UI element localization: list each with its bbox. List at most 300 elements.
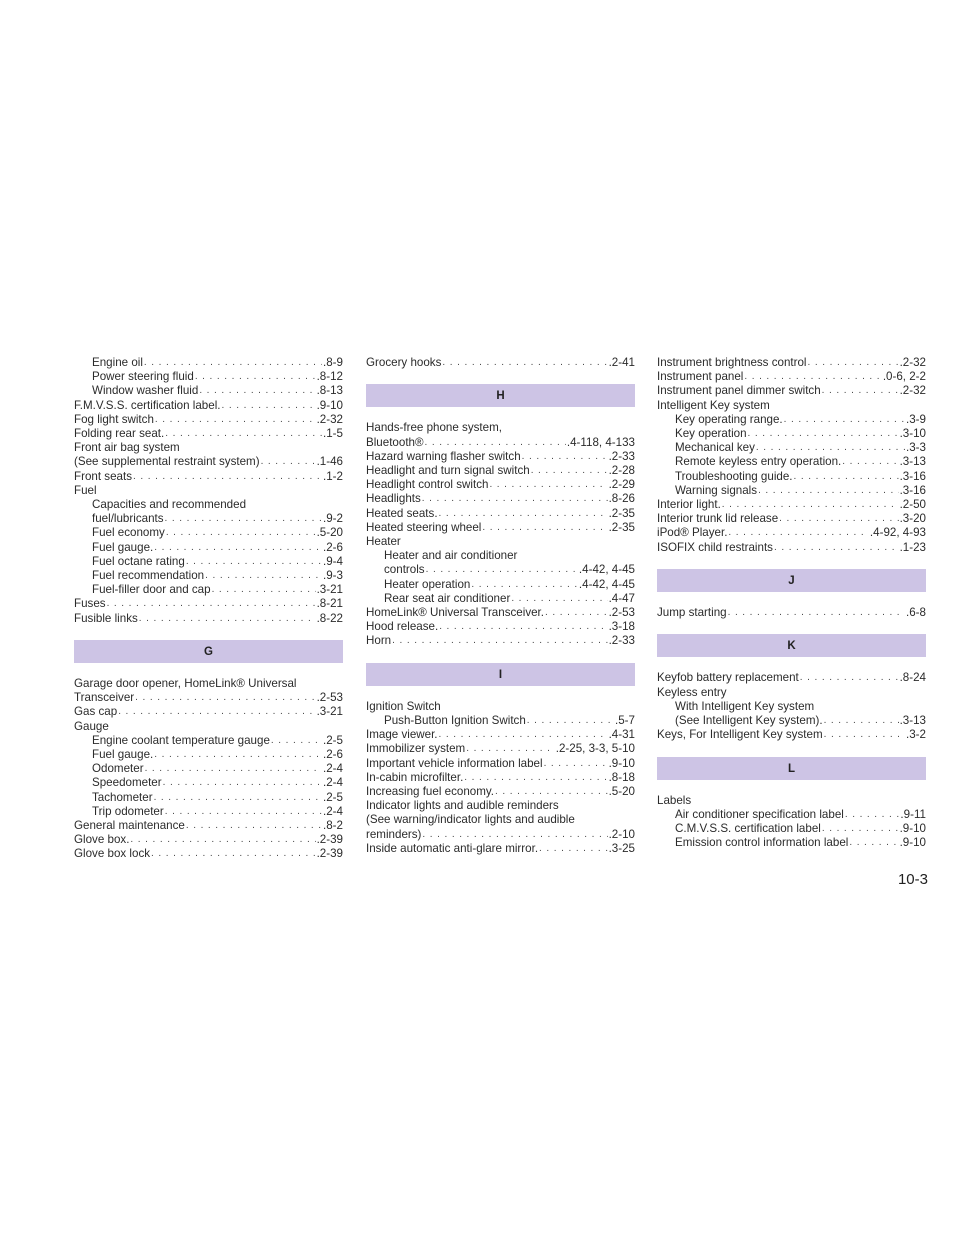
page-reference: .2-6 — [323, 748, 343, 762]
dot-leader — [271, 734, 322, 748]
page-reference: .8-21 — [316, 597, 343, 611]
page-reference: .9-10 — [899, 836, 926, 850]
page-reference: .2-41 — [608, 356, 635, 369]
page-reference: .8-24 — [899, 671, 926, 685]
page-reference: .2-10 — [608, 827, 635, 841]
index-subentry — [74, 541, 343, 555]
index-entry — [74, 833, 343, 847]
dot-leader — [845, 808, 900, 822]
dot-leader — [539, 842, 608, 856]
entry-term: Heated seats. — [366, 506, 438, 520]
index-subentry — [74, 384, 343, 398]
entry-term: Mechanical key — [675, 441, 755, 455]
dot-leader — [495, 785, 608, 799]
index-heading: Heater — [366, 535, 401, 549]
index-subentry — [657, 413, 926, 427]
index-subentry — [657, 441, 926, 455]
index-entry — [366, 450, 635, 464]
index-entry — [74, 597, 343, 611]
entry-term: Interior trunk lid release — [657, 512, 779, 526]
page-reference: .1-2 — [323, 469, 343, 483]
page-reference: .2-5 — [323, 790, 343, 804]
index-entry — [657, 512, 926, 526]
page-reference: .9-2 — [323, 512, 343, 526]
index-subentry — [657, 427, 926, 441]
entry-term: Bluetooth® — [366, 435, 424, 449]
entry-term: controls — [384, 563, 425, 577]
entry-term: Heated steering wheel — [366, 520, 482, 534]
index-subentry — [74, 776, 343, 790]
index-heading: Garage door opener, HomeLink® Universal — [74, 677, 297, 691]
entry-term: Fuel gauge. — [92, 748, 154, 762]
page-reference: .9-10 — [608, 756, 635, 770]
index-heading: Labels — [657, 793, 692, 807]
dot-leader — [545, 606, 608, 620]
page-reference: .8-22 — [316, 611, 343, 625]
dot-leader — [824, 728, 905, 742]
page-reference: .8-26 — [608, 492, 635, 506]
index-entry — [366, 634, 635, 648]
page-reference: .2-39 — [316, 833, 343, 847]
index-subentry — [74, 762, 343, 776]
entry-term: Interior light. — [657, 498, 721, 512]
dot-leader — [154, 791, 322, 805]
index-entry — [74, 455, 343, 469]
entry-term: Grocery hooks — [366, 356, 442, 369]
entry-term: Fuel octane rating — [92, 554, 185, 568]
entry-term: In-cabin microfilter. — [366, 770, 464, 784]
entry-term: Odometer — [92, 762, 144, 776]
index-subheading: Heater and air conditioner — [384, 549, 518, 563]
entry-term: Fuses — [74, 597, 106, 611]
index-subentry — [74, 805, 343, 819]
page-reference: .5-20 — [608, 785, 635, 799]
page-reference: .3-20 — [899, 512, 926, 526]
entry-term: Engine oil — [92, 356, 143, 369]
index-subentry — [657, 836, 926, 850]
dot-leader — [808, 356, 899, 370]
dot-leader — [531, 464, 608, 478]
index-subentry — [366, 714, 635, 728]
entry-term: Push-Button Ignition Switch — [384, 714, 526, 728]
entry-term: ISOFIX child restraints — [657, 540, 773, 554]
index-entry — [366, 771, 635, 785]
dot-leader — [165, 805, 322, 819]
entry-term: Fog light switch — [74, 412, 154, 426]
entry-term: Folding rear seat. — [74, 427, 165, 441]
page-reference: .2-39 — [316, 847, 343, 861]
dot-leader — [794, 470, 899, 484]
dot-leader — [466, 742, 555, 756]
dot-leader — [155, 413, 316, 427]
index-entry — [657, 541, 926, 555]
page-reference: .2-32 — [899, 384, 926, 398]
dot-leader — [130, 833, 315, 847]
index-entry — [657, 671, 926, 685]
entry-term: Jump starting — [657, 606, 727, 620]
entry-term: (See Intelligent Key system). — [675, 714, 823, 728]
index-subheading: Capacities and recommended — [92, 498, 247, 512]
index-entry — [366, 464, 635, 478]
page-reference: .2-35 — [608, 520, 635, 534]
entry-term: Key operating range. — [675, 412, 783, 426]
dot-leader — [261, 455, 316, 469]
page-reference: .2-53 — [608, 606, 635, 620]
index-heading: Indicator lights and audible reminders — [366, 799, 559, 813]
section-gap — [366, 370, 635, 384]
dot-leader — [139, 612, 316, 626]
entry-term: Troubleshooting guide. — [675, 469, 793, 483]
entry-term: Important vehicle information label — [366, 756, 543, 770]
entry-term: Transceiver — [74, 691, 135, 705]
index-heading: Keyless entry — [657, 685, 727, 699]
dot-leader — [824, 714, 899, 728]
entry-term: Fuel economy — [92, 526, 165, 540]
dot-leader — [426, 563, 578, 577]
index-subentry — [74, 569, 343, 583]
page-reference: .1-5 — [323, 427, 343, 441]
dot-leader — [144, 356, 322, 370]
index-entry — [366, 620, 635, 634]
dot-leader — [439, 507, 608, 521]
index-subentry — [657, 455, 926, 469]
index-entry — [366, 785, 635, 799]
dot-leader — [212, 583, 316, 597]
index-heading: (See warning/indicator lights and audible — [366, 813, 575, 827]
entry-term: Engine coolant temperature gauge — [92, 733, 270, 747]
page-reference: .9-11 — [900, 807, 926, 821]
entry-term: Increasing fuel economy. — [366, 785, 495, 799]
section-header-i: I — [366, 663, 635, 686]
index-entry — [366, 521, 635, 535]
dot-leader — [199, 384, 315, 398]
page-reference: .9-10 — [316, 398, 343, 412]
page-reference: .2-4 — [323, 762, 343, 776]
entry-term: Image viewer. — [366, 728, 438, 742]
dot-leader — [849, 836, 898, 850]
index-entry — [366, 757, 635, 771]
section-header-j: J — [657, 569, 926, 592]
index-entry — [74, 705, 343, 719]
dot-leader — [422, 828, 607, 842]
page-reference: .8-9 — [323, 356, 343, 369]
dot-leader — [166, 526, 316, 540]
entry-term: reminders) — [366, 827, 422, 841]
entry-term: Window washer fluid — [92, 384, 199, 398]
dot-leader — [744, 370, 881, 384]
page-reference: .2-28 — [608, 464, 635, 477]
page-reference: .2-4 — [323, 776, 343, 790]
dot-leader — [527, 714, 614, 728]
page-reference: .1-23 — [899, 540, 926, 554]
entry-term: Gas cap — [74, 705, 118, 719]
dot-leader — [118, 705, 315, 719]
page-reference: .2-32 — [316, 412, 343, 426]
dot-leader — [748, 427, 899, 441]
index-subentry — [657, 714, 926, 728]
page-reference: .8-12 — [316, 370, 343, 384]
page-reference: .4-31 — [608, 728, 635, 742]
dot-leader — [722, 498, 899, 512]
dot-leader — [784, 413, 905, 427]
entry-term: (See supplemental restraint system) — [74, 455, 260, 469]
dot-leader — [439, 620, 607, 634]
index-entry — [657, 370, 926, 384]
page-reference: .2-33 — [608, 634, 635, 648]
section-gap — [657, 742, 926, 756]
entry-term: Fuel-filler door and cap — [92, 583, 211, 597]
entry-term: Headlight and turn signal switch — [366, 464, 530, 477]
index-subentry — [657, 822, 926, 836]
page-reference: .2-29 — [608, 478, 635, 492]
index-subentry — [366, 563, 635, 577]
section-header-h: H — [366, 384, 635, 407]
page-reference: .3-18 — [608, 620, 635, 634]
entry-term: Instrument brightness control — [657, 356, 807, 369]
entry-term: iPod® Player. — [657, 526, 728, 540]
index-subentry — [657, 808, 926, 822]
index-heading: Intelligent Key system — [657, 398, 770, 412]
entry-term: Headlight control switch — [366, 478, 489, 492]
index-subentry — [74, 356, 343, 370]
page-reference: .8-2 — [323, 819, 343, 833]
entry-term: Fuel recommendation — [92, 569, 205, 583]
page-reference: .3-25 — [608, 841, 635, 855]
page-reference: .8-18 — [608, 770, 635, 784]
dot-leader — [471, 578, 578, 592]
entry-term: Fusible links — [74, 611, 138, 625]
entry-term: Hood release. — [366, 620, 439, 634]
dot-leader — [107, 597, 316, 611]
page-reference: .3-9 — [906, 412, 926, 426]
index-subentry — [74, 748, 343, 762]
entry-term: Glove box lock — [74, 847, 151, 861]
dot-leader — [728, 526, 869, 540]
dot-leader — [544, 757, 608, 771]
dot-leader — [392, 634, 607, 648]
dot-leader — [222, 399, 316, 413]
entry-term: Air conditioner specification label — [675, 807, 844, 821]
dot-leader — [489, 478, 607, 492]
index-entry — [366, 728, 635, 742]
dot-leader — [442, 356, 607, 370]
entry-term: Immobilizer system — [366, 742, 466, 756]
index-entry — [657, 498, 926, 512]
index-entry — [366, 492, 635, 506]
page-reference: .3-13 — [899, 455, 926, 469]
entry-term: C.M.V.S.S. certification label — [675, 822, 821, 836]
index-entry — [74, 427, 343, 441]
page-reference: .0-6, 2-2 — [882, 370, 926, 384]
entry-term: Horn — [366, 634, 392, 648]
dot-leader — [145, 762, 322, 776]
index-entry — [366, 606, 635, 620]
section-header-g: G — [74, 640, 343, 663]
page-reference: .5-20 — [316, 526, 343, 540]
index-subentry — [366, 592, 635, 606]
dot-leader — [728, 606, 905, 620]
entry-term: Emission control information label — [675, 836, 849, 850]
page-reference: .2-35 — [608, 506, 635, 520]
page-number: 10-3 — [897, 871, 928, 888]
index-entry — [366, 828, 635, 842]
index-heading: Ignition Switch — [366, 699, 441, 713]
index-entry — [657, 526, 926, 540]
index-subentry — [74, 583, 343, 597]
page-reference: .3-16 — [899, 483, 926, 497]
entry-term: HomeLink® Universal Transceiver. — [366, 606, 545, 620]
page-reference: .2-4 — [323, 804, 343, 818]
dot-leader — [842, 455, 898, 469]
index-column-1 — [74, 356, 343, 862]
dot-leader — [195, 370, 316, 384]
page-reference: .3-3 — [906, 441, 926, 455]
page-reference: .2-6 — [323, 540, 343, 554]
section-gap — [366, 649, 635, 663]
dot-leader — [186, 819, 322, 833]
entry-term: Inside automatic anti-glare mirror. — [366, 841, 539, 855]
index-entry — [74, 399, 343, 413]
page-reference: .3-21 — [316, 583, 343, 597]
index-column-2 — [366, 356, 635, 856]
dot-leader — [154, 748, 322, 762]
index-subentry — [366, 578, 635, 592]
index-heading: Hands-free phone system, — [366, 421, 502, 435]
dot-leader — [800, 671, 899, 685]
entry-term: Hazard warning flasher switch — [366, 449, 521, 463]
page-reference: .4-47 — [608, 591, 635, 605]
index-entry — [366, 436, 635, 450]
dot-leader — [186, 555, 322, 569]
page-reference: .8-13 — [316, 384, 343, 398]
page-reference: .4-92, 4-93 — [869, 526, 926, 540]
entry-term: fuel/lubricants — [92, 512, 164, 526]
dot-leader — [154, 541, 322, 555]
entry-term: Speedometer — [92, 776, 162, 790]
index-subentry — [74, 734, 343, 748]
page-reference: .9-4 — [323, 554, 343, 568]
dot-leader — [779, 512, 898, 526]
entry-term: Trip odometer — [92, 804, 164, 818]
dot-leader — [758, 484, 899, 498]
section-gap — [657, 555, 926, 569]
index-entry — [74, 691, 343, 705]
entry-term: Rear seat air conditioner — [384, 591, 511, 605]
index-entry — [74, 819, 343, 833]
entry-term: Headlights — [366, 492, 421, 506]
entry-term: Power steering fluid — [92, 370, 194, 384]
index-entry — [657, 384, 926, 398]
index-entry — [366, 507, 635, 521]
page-reference: .2-33 — [608, 449, 635, 463]
index-heading: Gauge — [74, 719, 109, 733]
index-entry — [74, 470, 343, 484]
section-header-l: L — [657, 757, 926, 780]
index-entry — [657, 606, 926, 620]
entry-term: General maintenance — [74, 819, 185, 833]
section-header-k: K — [657, 634, 926, 657]
dot-leader — [439, 728, 608, 742]
dot-leader — [774, 541, 899, 555]
page-reference: .1-46 — [316, 455, 343, 469]
index-entry — [366, 742, 635, 756]
index-subentry — [74, 370, 343, 384]
index-entry — [366, 356, 635, 370]
page-reference: .4-42, 4-45 — [578, 563, 635, 577]
dot-leader — [165, 427, 322, 441]
entry-term: Warning signals — [675, 483, 758, 497]
index-entry — [657, 728, 926, 742]
index-entry — [366, 478, 635, 492]
index-subentry — [657, 470, 926, 484]
dot-leader — [165, 512, 322, 526]
index-entry — [657, 356, 926, 370]
entry-term: Remote keyless entry operation. — [675, 455, 842, 469]
page-reference: .3-16 — [899, 469, 926, 483]
entry-term: Instrument panel — [657, 370, 744, 384]
index-heading: Front air bag system — [74, 441, 180, 455]
dot-leader — [205, 569, 322, 583]
dot-leader — [422, 492, 608, 506]
dot-leader — [511, 592, 607, 606]
index-entry — [366, 842, 635, 856]
section-gap — [74, 626, 343, 640]
dot-leader — [133, 470, 322, 484]
entry-term: Key operation — [675, 427, 747, 441]
page-reference: .5-7 — [615, 714, 635, 728]
page-reference: .2-32 — [899, 356, 926, 369]
page-reference: .3-2 — [906, 728, 926, 742]
dot-leader — [425, 436, 566, 450]
index-subheading: With Intelligent Key system — [675, 699, 815, 713]
entry-term: Tachometer — [92, 790, 153, 804]
index-heading: Fuel — [74, 483, 97, 497]
page-reference: .9-10 — [899, 822, 926, 836]
index-entry — [74, 413, 343, 427]
page-reference: .4-118, 4-133 — [566, 435, 635, 449]
dot-leader — [482, 521, 607, 535]
page-reference: .2-25, 3-3, 5-10 — [555, 742, 635, 756]
dot-leader — [822, 822, 899, 836]
dot-leader — [822, 384, 899, 398]
dot-leader — [756, 441, 905, 455]
section-gap — [657, 620, 926, 634]
entry-term: Glove box. — [74, 833, 130, 847]
page-reference: .4-42, 4-45 — [578, 577, 635, 591]
entry-term: Front seats — [74, 469, 132, 483]
entry-term: Instrument panel dimmer switch — [657, 384, 821, 398]
page-reference: .2-50 — [899, 498, 926, 512]
dot-leader — [151, 847, 316, 861]
index-entry — [74, 612, 343, 626]
dot-leader — [135, 691, 315, 705]
index-subentry — [74, 791, 343, 805]
index-subentry — [74, 526, 343, 540]
index-subentry — [657, 484, 926, 498]
page-reference: .2-5 — [323, 733, 343, 747]
index-subentry — [74, 512, 343, 526]
page-reference: .3-10 — [899, 427, 926, 441]
page-reference: .3-13 — [899, 714, 926, 728]
page-reference: .3-21 — [316, 705, 343, 719]
entry-term: Fuel gauge. — [92, 540, 154, 554]
entry-term: Keys, For Intelligent Key system — [657, 728, 823, 742]
dot-leader — [464, 771, 607, 785]
index-column-3 — [657, 356, 926, 850]
page-reference: .2-53 — [316, 691, 343, 705]
index-entry — [74, 847, 343, 861]
dot-leader — [163, 776, 322, 790]
